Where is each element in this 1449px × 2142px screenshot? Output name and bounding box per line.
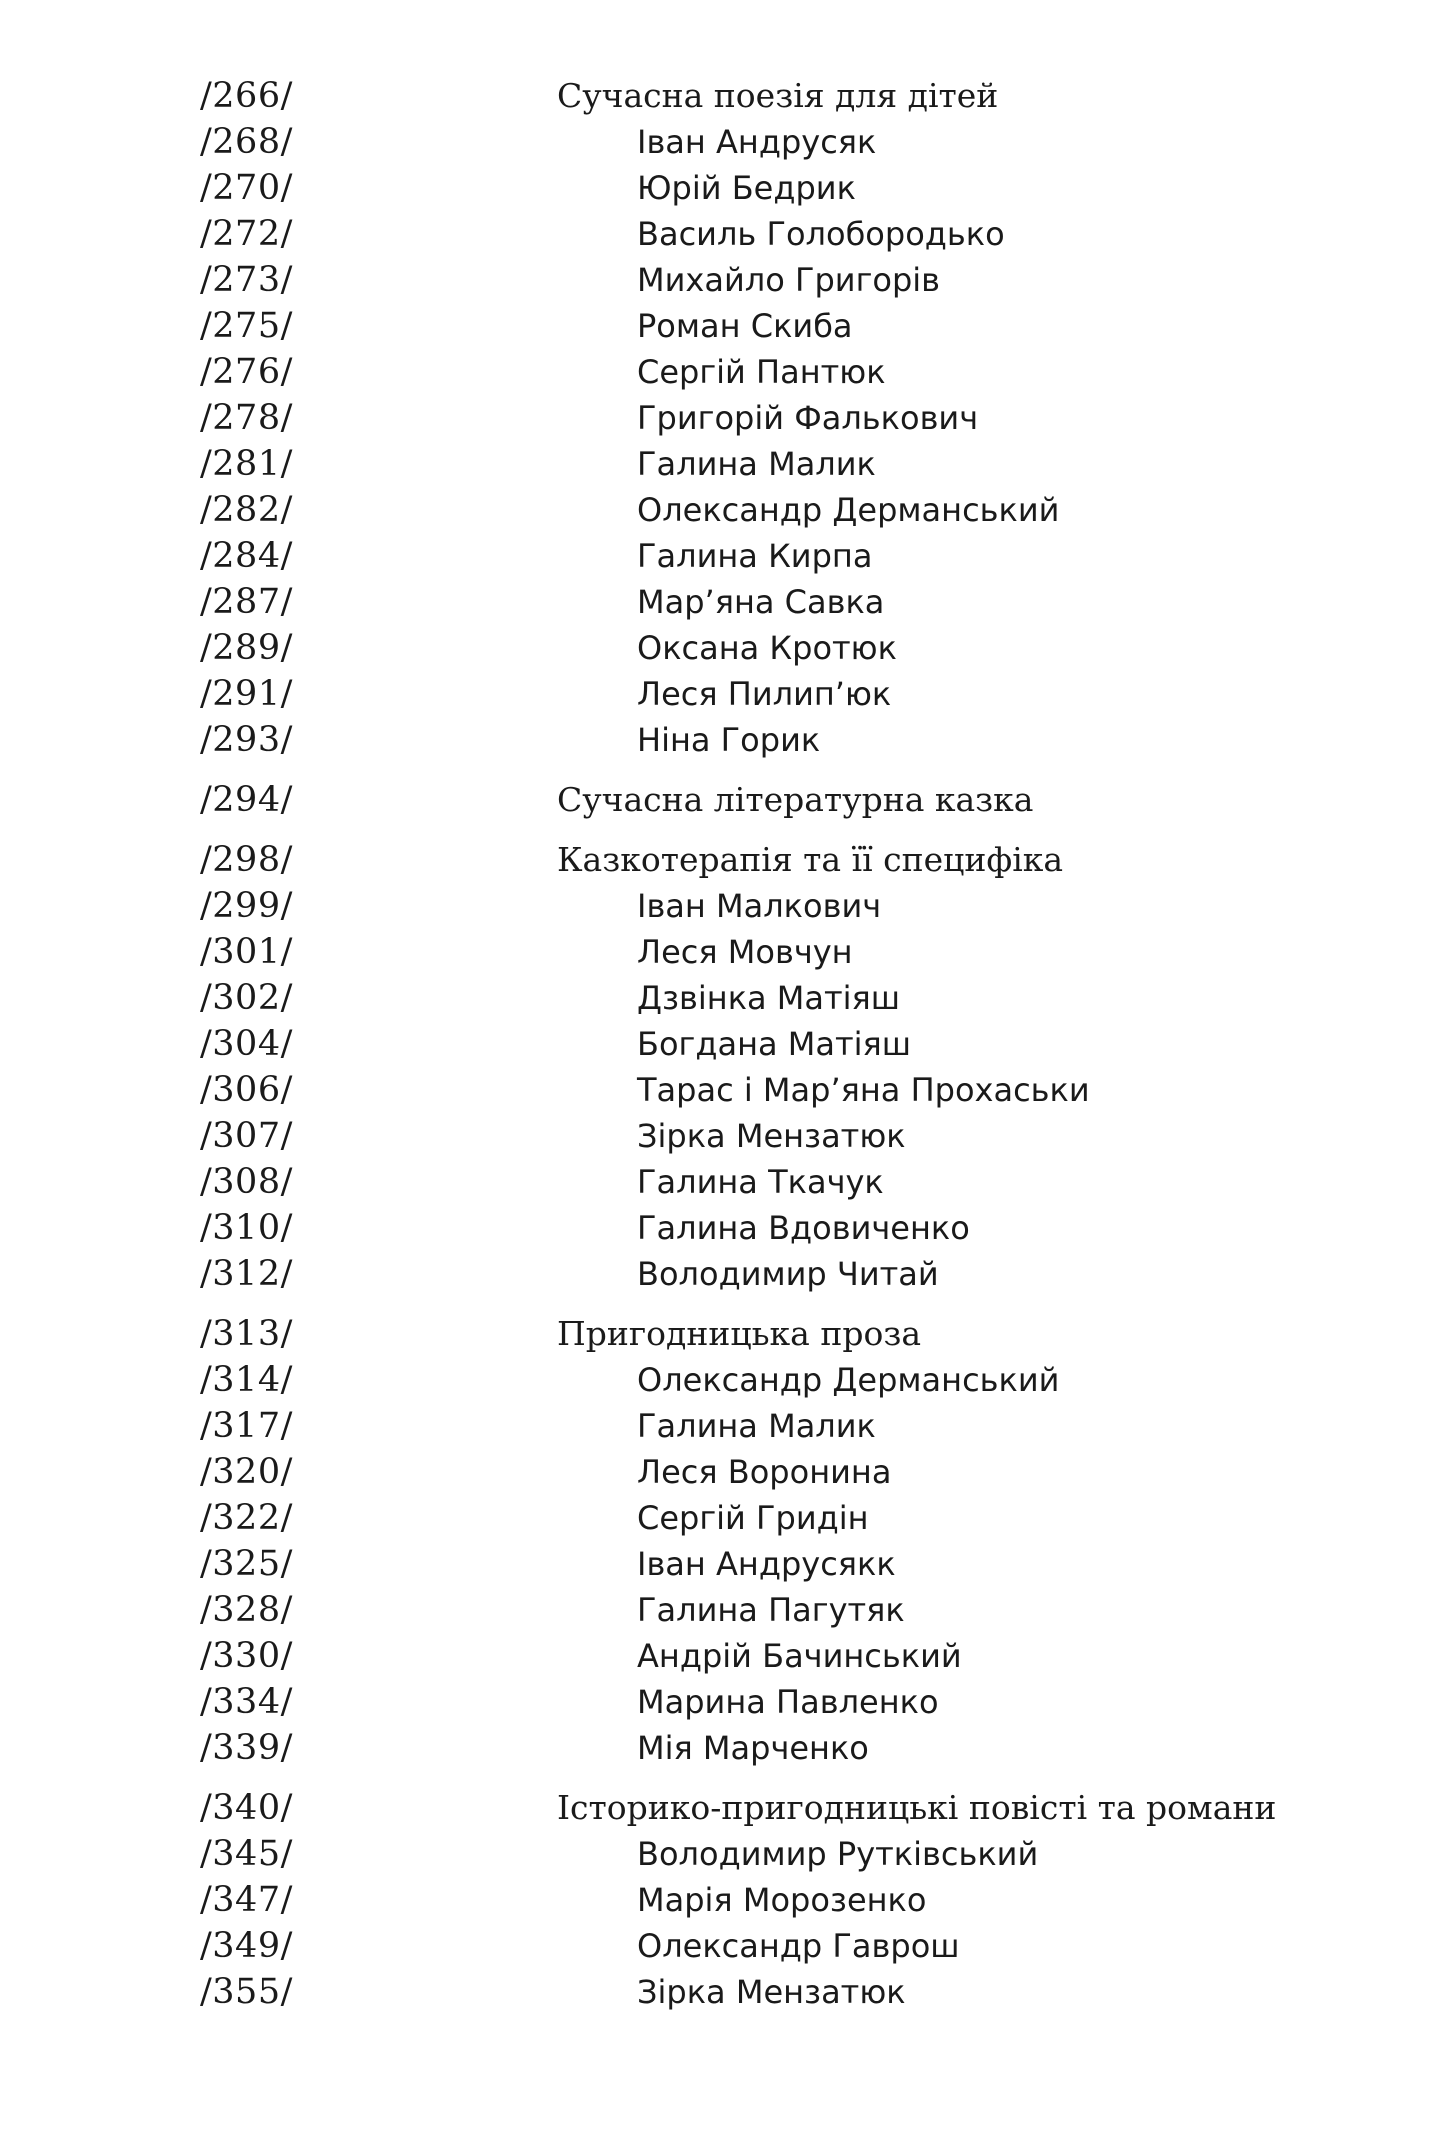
page-number: /302/: [200, 978, 293, 1018]
author-name: Сергій Пантюк: [637, 353, 886, 391]
author-name: Леся Пилип’юк: [637, 675, 892, 713]
page-number: /334/: [200, 1682, 293, 1722]
toc-author-row: [200, 1498, 1400, 1544]
page-number: /270/: [200, 168, 293, 208]
page-number: /310/: [200, 1208, 293, 1248]
page-number: /293/: [200, 720, 293, 760]
toc-author-row: [200, 260, 1400, 306]
toc-author-row: [200, 122, 1400, 168]
author-name: Галина Малик: [637, 1407, 876, 1445]
page-number: /294/: [200, 780, 293, 820]
author-name: Василь Голобородько: [637, 215, 1005, 253]
page-number: /313/: [200, 1314, 293, 1354]
toc-author-row: [200, 490, 1400, 536]
page-number: /312/: [200, 1254, 293, 1294]
page-number: /276/: [200, 352, 293, 392]
toc-author-row: [200, 1880, 1400, 1926]
toc-author-row: [200, 1728, 1400, 1774]
author-name: Сергій Гридін: [637, 1499, 869, 1537]
author-name: Зірка Мензатюк: [637, 1117, 906, 1155]
toc-author-row: [200, 1972, 1400, 2018]
toc-author-row: [200, 628, 1400, 674]
toc-author-row: [200, 536, 1400, 582]
toc-author-row: [200, 1162, 1400, 1208]
page-number: /304/: [200, 1024, 293, 1064]
page-number: /284/: [200, 536, 293, 576]
author-name: Галина Пагутяк: [637, 1591, 905, 1629]
toc-author-row: [200, 1254, 1400, 1300]
toc-author-row: [200, 306, 1400, 352]
page-number: /266/: [200, 76, 293, 116]
toc-author-row: [200, 674, 1400, 720]
toc-author-row: [200, 1636, 1400, 1682]
author-name: Дзвінка Матіяш: [637, 979, 901, 1017]
page-number: /306/: [200, 1070, 293, 1110]
toc-author-row: [200, 886, 1400, 932]
author-name: Іван Малкович: [637, 887, 882, 925]
toc-author-row: [200, 1682, 1400, 1728]
page-number: /291/: [200, 674, 293, 714]
page-number: /282/: [200, 490, 293, 530]
author-name: Тарас і Мар’яна Прохаськи: [637, 1071, 1090, 1109]
toc-author-row: [200, 1208, 1400, 1254]
author-name: Зірка Мензатюк: [637, 1973, 906, 2011]
author-name: Григорій Фалькович: [637, 399, 979, 437]
toc-section-row: [200, 76, 1400, 122]
author-name: Оксана Кротюк: [637, 629, 897, 667]
page-number: /301/: [200, 932, 293, 972]
toc-section-row: [200, 1314, 1400, 1360]
toc-author-row: [200, 168, 1400, 214]
toc-author-row: [200, 932, 1400, 978]
page-number: /278/: [200, 398, 293, 438]
page-number: /325/: [200, 1544, 293, 1584]
toc-section-row: [200, 840, 1400, 886]
page-number: /317/: [200, 1406, 293, 1446]
toc-author-row: [200, 720, 1400, 766]
author-name: Мар’яна Савка: [637, 583, 885, 621]
author-name: Іван Андрусякк: [637, 1545, 896, 1583]
section-title: Історико-пригодницькі повісті та романи: [557, 1788, 1277, 1827]
page-number: /330/: [200, 1636, 293, 1676]
author-name: Юрій Бедрик: [637, 169, 856, 207]
page-number: /275/: [200, 306, 293, 346]
author-name: Ніна Горик: [637, 721, 821, 759]
page-number: /308/: [200, 1162, 293, 1202]
author-name: Володимир Рутківський: [637, 1835, 1039, 1873]
section-title: Сучасна поезія для дітей: [557, 76, 999, 115]
author-name: Галина Малик: [637, 445, 876, 483]
author-name: Мія Марченко: [637, 1729, 869, 1767]
author-name: Олександр Дерманський: [637, 491, 1060, 529]
page-number: /355/: [200, 1972, 293, 2012]
author-name: Леся Мовчун: [637, 933, 853, 971]
toc-author-row: [200, 1024, 1400, 1070]
page-number: /281/: [200, 444, 293, 484]
author-name: Марія Морозенко: [637, 1881, 927, 1919]
author-name: Марина Павленко: [637, 1683, 939, 1721]
toc-author-row: [200, 1406, 1400, 1452]
author-name: Галина Кирпа: [637, 537, 873, 575]
toc-author-row: [200, 352, 1400, 398]
page-number: /299/: [200, 886, 293, 926]
toc-section-row: [200, 1788, 1400, 1834]
page-number: /322/: [200, 1498, 293, 1538]
toc-author-row: [200, 582, 1400, 628]
author-name: Олександр Гаврош: [637, 1927, 960, 1965]
toc-section-row: [200, 780, 1400, 826]
toc-author-row: [200, 1544, 1400, 1590]
page-number: /328/: [200, 1590, 293, 1630]
author-name: Михайло Григорів: [637, 261, 941, 299]
page-number: /273/: [200, 260, 293, 300]
page-number: /307/: [200, 1116, 293, 1156]
page-number: /340/: [200, 1788, 293, 1828]
author-name: Володимир Читай: [637, 1255, 939, 1293]
author-name: Галина Ткачук: [637, 1163, 884, 1201]
toc-author-row: [200, 1834, 1400, 1880]
page-number: /314/: [200, 1360, 293, 1400]
toc-author-row: [200, 1070, 1400, 1116]
page-number: /339/: [200, 1728, 293, 1768]
toc-author-row: [200, 978, 1400, 1024]
author-name: Леся Воронина: [637, 1453, 892, 1491]
toc-author-row: [200, 1452, 1400, 1498]
toc-author-row: [200, 398, 1400, 444]
toc-author-row: [200, 1926, 1400, 1972]
page-number: /272/: [200, 214, 293, 254]
page-number: /287/: [200, 582, 293, 622]
author-name: Галина Вдовиченко: [637, 1209, 970, 1247]
toc-author-row: [200, 1590, 1400, 1636]
section-title: Пригодницька проза: [557, 1314, 921, 1353]
page-number: /268/: [200, 122, 293, 162]
page-number: /289/: [200, 628, 293, 668]
toc-author-row: [200, 1116, 1400, 1162]
section-title: Казкотерапія та її специфіка: [557, 840, 1064, 879]
table-of-contents: [200, 76, 1400, 2018]
page-number: /347/: [200, 1880, 293, 1920]
author-name: Олександр Дерманський: [637, 1361, 1060, 1399]
author-name: Іван Андрусяк: [637, 123, 877, 161]
page-number: /345/: [200, 1834, 293, 1874]
toc-author-row: [200, 444, 1400, 490]
toc-author-row: [200, 1360, 1400, 1406]
page-number: /320/: [200, 1452, 293, 1492]
author-name: Андрій Бачинський: [637, 1637, 962, 1675]
page-number: /349/: [200, 1926, 293, 1966]
author-name: Роман Скиба: [637, 307, 853, 345]
author-name: Богдана Матіяш: [637, 1025, 912, 1063]
section-title: Сучасна літературна казка: [557, 780, 1034, 819]
page-number: /298/: [200, 840, 293, 880]
toc-author-row: [200, 214, 1400, 260]
